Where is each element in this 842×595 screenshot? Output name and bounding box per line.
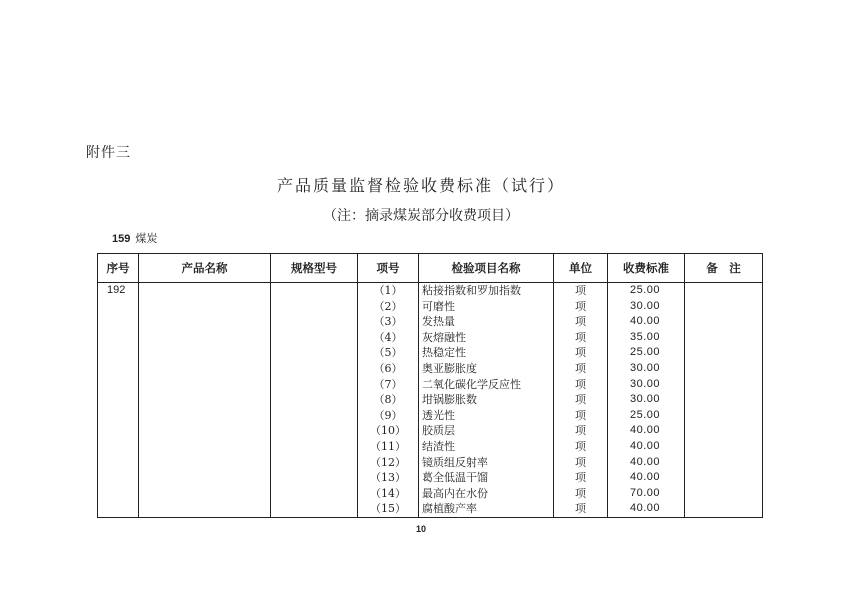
spec-model-cell	[271, 455, 358, 471]
fee-cell: 40.00	[608, 314, 685, 330]
remarks-cell	[685, 486, 763, 502]
item-name-cell: 二氧化碳化学反应性	[419, 377, 554, 393]
spec-model-cell	[271, 392, 358, 408]
remarks-cell	[685, 392, 763, 408]
column-header: 产品名称	[139, 254, 271, 283]
item-name-cell: 葛全低温干馏	[419, 470, 554, 486]
item-number-cell: （4）	[358, 330, 419, 346]
remarks-cell	[685, 439, 763, 455]
table-row	[98, 501, 763, 517]
column-header: 检验项目名称	[419, 254, 554, 283]
item-number-cell: （1）	[358, 283, 419, 299]
unit-cell: 项	[554, 408, 608, 424]
section-number: 159	[112, 233, 131, 245]
unit-cell: 项	[554, 470, 608, 486]
unit-cell: 项	[554, 455, 608, 471]
item-name-cell: 发热量	[419, 314, 554, 330]
section-heading	[112, 230, 157, 246]
fee-cell: 40.00	[608, 439, 685, 455]
fee-cell: 35.00	[608, 330, 685, 346]
product-name-cell	[139, 330, 271, 346]
product-name-cell	[139, 455, 271, 471]
item-name-cell: 粘接指数和罗加指数	[419, 283, 554, 299]
column-header: 收费标准	[608, 254, 685, 283]
item-number-cell: （7）	[358, 377, 419, 393]
item-number-cell: （14）	[358, 486, 419, 502]
product-name-cell	[139, 501, 271, 517]
item-name-cell: 胶质层	[419, 423, 554, 439]
table-row	[98, 361, 763, 377]
remarks-cell	[685, 314, 763, 330]
serial-cell: 192	[98, 283, 139, 299]
remarks-cell	[685, 345, 763, 361]
column-header: 序号	[98, 254, 139, 283]
fee-cell: 40.00	[608, 470, 685, 486]
spec-model-cell	[271, 299, 358, 315]
serial-cell	[98, 486, 139, 502]
unit-cell: 项	[554, 377, 608, 393]
column-header: 备 注	[685, 254, 763, 283]
item-number-cell: （10）	[358, 423, 419, 439]
unit-cell: 项	[554, 392, 608, 408]
unit-cell: 项	[554, 361, 608, 377]
product-name-cell	[139, 423, 271, 439]
fee-cell: 40.00	[608, 423, 685, 439]
unit-cell: 项	[554, 439, 608, 455]
remarks-cell	[685, 408, 763, 424]
product-name-cell	[139, 439, 271, 455]
unit-cell: 项	[554, 299, 608, 315]
serial-cell	[98, 439, 139, 455]
remarks-cell	[685, 470, 763, 486]
unit-cell: 项	[554, 314, 608, 330]
page-number: 10	[415, 524, 426, 534]
table-row	[98, 345, 763, 361]
item-name-cell: 热稳定性	[419, 345, 554, 361]
product-name-cell	[139, 377, 271, 393]
item-name-cell: 最高内在水份	[419, 486, 554, 502]
spec-model-cell	[271, 408, 358, 424]
product-name-cell	[139, 314, 271, 330]
table-row	[98, 470, 763, 486]
remarks-cell	[685, 299, 763, 315]
product-name-cell	[139, 345, 271, 361]
table-row	[98, 486, 763, 502]
remarks-cell	[685, 455, 763, 471]
serial-cell	[98, 361, 139, 377]
column-header: 项号	[358, 254, 419, 283]
unit-cell: 项	[554, 345, 608, 361]
spec-model-cell	[271, 330, 358, 346]
column-header: 单位	[554, 254, 608, 283]
item-name-cell: 坩锅膨胀数	[419, 392, 554, 408]
fee-cell: 70.00	[608, 486, 685, 502]
remarks-cell	[685, 283, 763, 299]
item-name-cell: 奥亚膨胀度	[419, 361, 554, 377]
fee-cell: 40.00	[608, 501, 685, 517]
table-row	[98, 330, 763, 346]
document-subtitle: （注：摘录煤炭部分收费项目）	[323, 208, 519, 224]
product-name-cell	[139, 392, 271, 408]
product-name-cell	[139, 408, 271, 424]
remarks-cell	[685, 501, 763, 517]
serial-cell	[98, 501, 139, 517]
remarks-cell	[685, 423, 763, 439]
table-row	[98, 423, 763, 439]
fee-cell: 25.00	[608, 283, 685, 299]
product-name-cell	[139, 470, 271, 486]
unit-cell: 项	[554, 283, 608, 299]
spec-model-cell	[271, 283, 358, 299]
table-row	[98, 299, 763, 315]
attachment-label: 附件三	[86, 145, 131, 161]
item-number-cell: （8）	[358, 392, 419, 408]
spec-model-cell	[271, 486, 358, 502]
table-row	[98, 283, 763, 299]
fee-cell: 40.00	[608, 455, 685, 471]
unit-cell: 项	[554, 330, 608, 346]
item-name-cell: 结渣性	[419, 439, 554, 455]
item-number-cell: （6）	[358, 361, 419, 377]
unit-cell: 项	[554, 486, 608, 502]
document-title: 产品质量监督检验收费标准（试行）	[276, 176, 565, 195]
item-number-cell: （15）	[358, 501, 419, 517]
item-number-cell: （11）	[358, 439, 419, 455]
fee-cell: 30.00	[608, 392, 685, 408]
spec-model-cell	[271, 314, 358, 330]
fee-cell: 30.00	[608, 361, 685, 377]
serial-cell	[98, 423, 139, 439]
remarks-cell	[685, 377, 763, 393]
serial-cell	[98, 377, 139, 393]
item-number-cell: （3）	[358, 314, 419, 330]
spec-model-cell	[271, 470, 358, 486]
table-header-row	[98, 254, 763, 283]
remarks-cell	[685, 330, 763, 346]
item-number-cell: （2）	[358, 299, 419, 315]
product-name-cell	[139, 299, 271, 315]
table-row	[98, 455, 763, 471]
serial-cell	[98, 299, 139, 315]
item-number-cell: （12）	[358, 455, 419, 471]
item-name-cell: 可磨性	[419, 299, 554, 315]
table-row	[98, 314, 763, 330]
serial-cell	[98, 314, 139, 330]
item-name-cell: 腐植酸产率	[419, 501, 554, 517]
item-number-cell: （13）	[358, 470, 419, 486]
spec-model-cell	[271, 423, 358, 439]
column-header: 规格型号	[271, 254, 358, 283]
table-body	[98, 283, 763, 518]
table-row	[98, 408, 763, 424]
table-row	[98, 439, 763, 455]
fee-table	[97, 253, 763, 518]
fee-cell: 25.00	[608, 408, 685, 424]
spec-model-cell	[271, 377, 358, 393]
item-number-cell: （9）	[358, 408, 419, 424]
table-row	[98, 392, 763, 408]
unit-cell: 项	[554, 501, 608, 517]
item-number-cell: （5）	[358, 345, 419, 361]
fee-cell: 25.00	[608, 345, 685, 361]
serial-cell	[98, 408, 139, 424]
fee-cell: 30.00	[608, 299, 685, 315]
product-name-cell	[139, 283, 271, 299]
item-name-cell: 透光性	[419, 408, 554, 424]
serial-cell	[98, 392, 139, 408]
spec-model-cell	[271, 439, 358, 455]
fee-cell: 30.00	[608, 377, 685, 393]
item-name-cell: 镜质组反射率	[419, 455, 554, 471]
product-name-cell	[139, 486, 271, 502]
table-row	[98, 377, 763, 393]
section-name: 煤炭	[135, 232, 158, 245]
serial-cell	[98, 345, 139, 361]
spec-model-cell	[271, 361, 358, 377]
serial-cell	[98, 470, 139, 486]
item-name-cell: 灰熔融性	[419, 330, 554, 346]
serial-cell	[98, 455, 139, 471]
spec-model-cell	[271, 345, 358, 361]
product-name-cell	[139, 361, 271, 377]
unit-cell: 项	[554, 423, 608, 439]
remarks-cell	[685, 361, 763, 377]
serial-cell	[98, 330, 139, 346]
spec-model-cell	[271, 501, 358, 517]
